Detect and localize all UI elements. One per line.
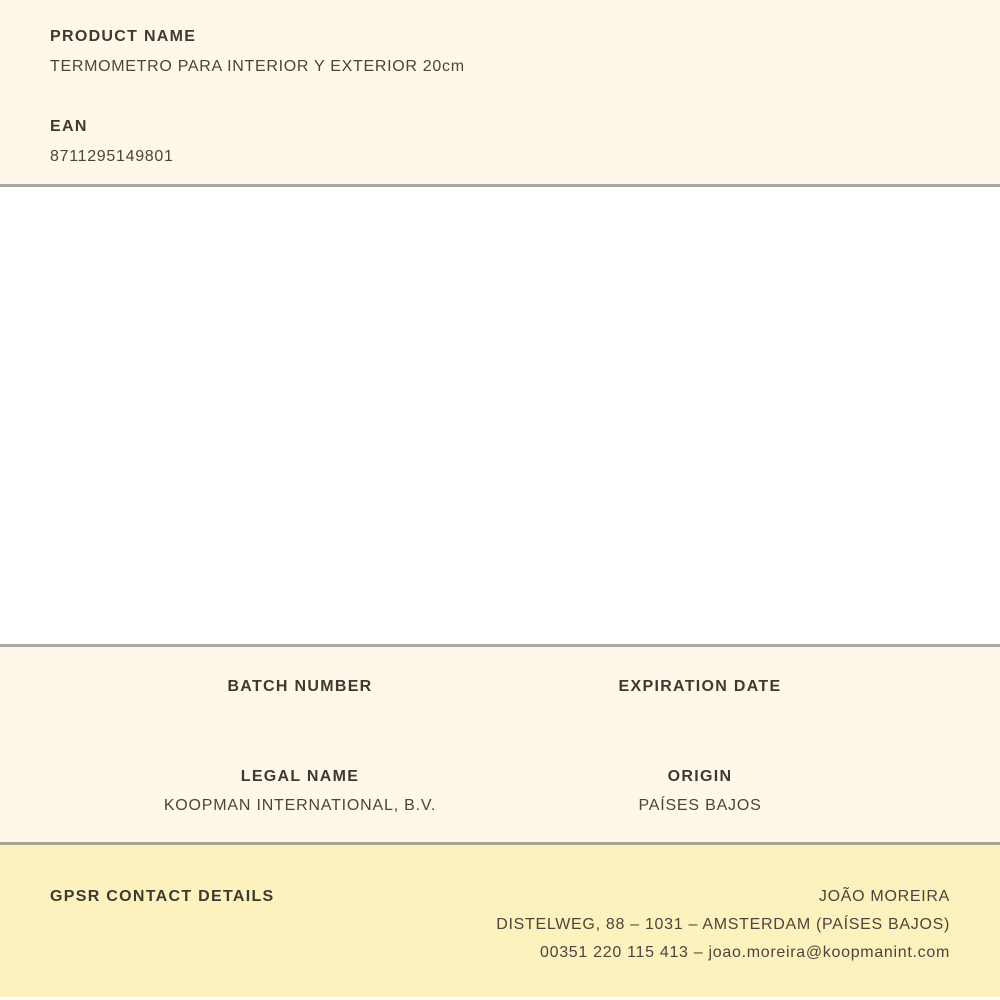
ean-block <box>50 117 950 166</box>
gpsr-contact-label: GPSR CONTACT DETAILS <box>50 888 275 905</box>
contact-phone-email: 00351 220 115 413 – joao.moreira@koopmanint.com <box>540 944 950 961</box>
ean-label: EAN <box>50 118 88 135</box>
contact-name: JOÃO MOREIRA <box>818 888 950 905</box>
batch-number-label: BATCH NUMBER <box>227 678 373 695</box>
expiration-date-cell <box>500 677 900 767</box>
product-name-value: TERMOMETRO PARA INTERIOR Y EXTERIOR 20cm <box>50 58 465 75</box>
gpsr-contact-section <box>0 842 1000 997</box>
origin-cell <box>500 767 900 815</box>
product-details-section <box>0 644 1000 842</box>
expiration-date-label: EXPIRATION DATE <box>618 678 782 695</box>
contact-address: DISTELWEG, 88 – 1031 – AMSTERDAM (PAÍSES BAJOS) <box>496 916 950 933</box>
origin-value: PAÍSES BAJOS <box>638 797 762 814</box>
gpsr-contact-block <box>496 887 950 962</box>
product-image-area <box>0 187 1000 644</box>
product-name-block <box>50 27 950 76</box>
details-grid <box>100 677 900 815</box>
legal-name-value: KOOPMAN INTERNATIONAL, B.V. <box>163 797 437 814</box>
product-name-label: PRODUCT NAME <box>50 28 197 45</box>
product-header-section <box>0 0 1000 187</box>
origin-label: ORIGIN <box>667 768 733 785</box>
ean-value: 8711295149801 <box>50 148 174 165</box>
legal-name-label: LEGAL NAME <box>240 768 360 785</box>
legal-name-cell <box>100 767 500 815</box>
batch-number-cell <box>100 677 500 767</box>
